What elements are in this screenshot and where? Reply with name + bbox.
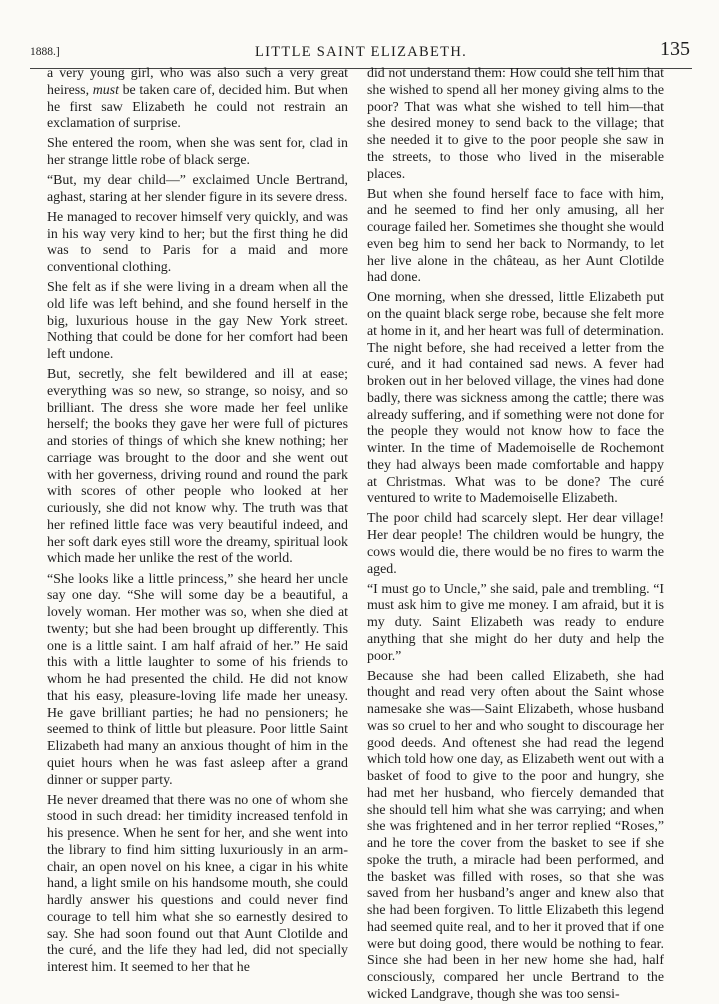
paragraph: She felt as if she were living in a dream when all the old life was left behind, and she found herself in the big, luxurious house in the gay New York street. Nothing that could be done for her comfort had been left undone.: [47, 280, 348, 363]
header-date: 1888.]: [30, 46, 60, 58]
paragraph: Because she had been called Elizabeth, she had thought and read very often about the Saint whose namesake she was—Saint Elizabeth, whose husband was so cruel to her and who sought to discourage her good deeds. And oftenest she had read the legend which told how one day, as Elizabeth went out with a basket of food to give to the poor and hungry, she had met her husband, who fiercely demanded that she should tell him what she was carrying; and when she was frightened and in her terror replied “Roses,” and he tore the cover from the basket to see if she spoke the truth, a miracle had been performed, and the basket was filled with roses, so that she was saved from her husband’s anger and knew also that she had been forgiven. To little Elizabeth this legend had seemed quite real, and to her it proved that if one were but doing good, there would be nothing to fear. Since she had been in her new home she had, half consciously, compared her uncle Bertrand to the wicked Landgrave, though she was too sensi-: [367, 668, 664, 1002]
paragraph: He managed to recover himself very quickly, and was in his way very kind to her; but the first thing he did was to send to Paris for a maid and more conventional clothing.: [47, 209, 348, 276]
running-header: [30, 38, 692, 69]
paragraph: The poor child had scarcely slept. Her dear village! Her dear people! The children would be hungry, the cows would die, there would be no fires to warm the aged.: [367, 511, 664, 577]
right-column: [367, 66, 664, 1004]
paragraph: But when she found herself face to face with him, and he seemed to find her only amusing, all her courage failed her. Sometimes she thought she would even beg him to send her back to Normandy, to let her live alone in the château, as her Aunt Clotilde had done.: [367, 186, 664, 286]
paragraph: He never dreamed that there was no one of whom she stood in such dread: her timidity increased tenfold in his presence. When he sent for her, and she went into the library to find him sitting luxuriously in an arm-chair, an open novel on his knee, a cigar in his white hand, a light smile on his handsome mouth, she could hardly answer his questions and could never find courage to tell him what she so earnestly desired to say. She had soon found out that Aunt Clotilde and the curé, and the life they had led, did not specially interest him. It seemed to her that he: [47, 792, 348, 976]
paragraph: “She looks like a little princess,” she heard her uncle say one day. “She will some day be a beautiful, a lovely woman. Her mother was so, when she died at twenty; but she had been brought up differently. This one is a little saint. I am half afraid of her.” He said this with a little laughter to some of his friends to whom he had presented the child. He did not know that his easy, pleasure-loving life made her uneasy. He gave brilliant parties; he had no pensioners; he seemed to think of little but pleasure. Poor little Saint Elizabeth had many an anxious thought of him in the quiet hours when he was fast asleep after a grand dinner or supper party.: [47, 571, 348, 788]
paragraph: But, secretly, she felt bewildered and ill at ease; everything was so new, so strange, so noisy, and so brilliant. The dress she wore made her feel unlike herself; the books they gave her were full of pictures and stories of things of which she knew nothing; her carriage was brought to the door and she went out with her governess, driving round and round the park with scores of other people who looked at her curiously, she did not know why. The truth was that her refined little face was very beautiful indeed, and her soft dark eyes still wore the dreamy, spiritual look which made her unlike the rest of the world.: [47, 367, 348, 567]
paragraph: “But, my dear child—” exclaimed Uncle Bertrand, aghast, staring at her slender figure in its severe dress.: [47, 173, 348, 205]
paragraph: a very young girl, who was also such a very great heiress, must be taken care of, decided him. But when he first saw Elizabeth he could not restrain an exclamation of surprise.: [47, 66, 348, 132]
header-title: LITTLE SAINT ELIZABETH.: [254, 44, 468, 60]
page-number: 135: [660, 38, 690, 60]
paragraph: One morning, when she dressed, little Elizabeth put on the quaint black serge robe, because she felt more at home in it, and her heart was full of determination. The night before, she had received a letter from the curé, and it had contained sad news. A fever had broken out in her beloved village, the vines had done badly, there was sickness among the cattle; there was already suffering, and if something were not done for the people they would not know how to face the winter. In the time of Mademoiselle de Rochemont they had always been made comfortable and happy at Christmas. What was to be done? The curé ventured to write to Mademoiselle Elizabeth.: [367, 290, 664, 507]
paragraph: did not understand them: How could she tell him that she wished to spend all her money giving alms to the poor? That was what she wished to tell him—that she desired money to send back to the village; that she needed it to give to the poor people she saw in the streets, to those who lived in the miserable places.: [367, 66, 664, 182]
left-column: [47, 66, 348, 977]
paragraph: “I must go to Uncle,” she said, pale and trembling. “I must ask him to give me money. I am afraid, but it is my duty. Saint Elizabeth was ready to endure anything that she might do her duty and help the poor.”: [367, 581, 664, 664]
paragraph: She entered the room, when she was sent for, clad in her strange little robe of black serge.: [47, 136, 348, 169]
